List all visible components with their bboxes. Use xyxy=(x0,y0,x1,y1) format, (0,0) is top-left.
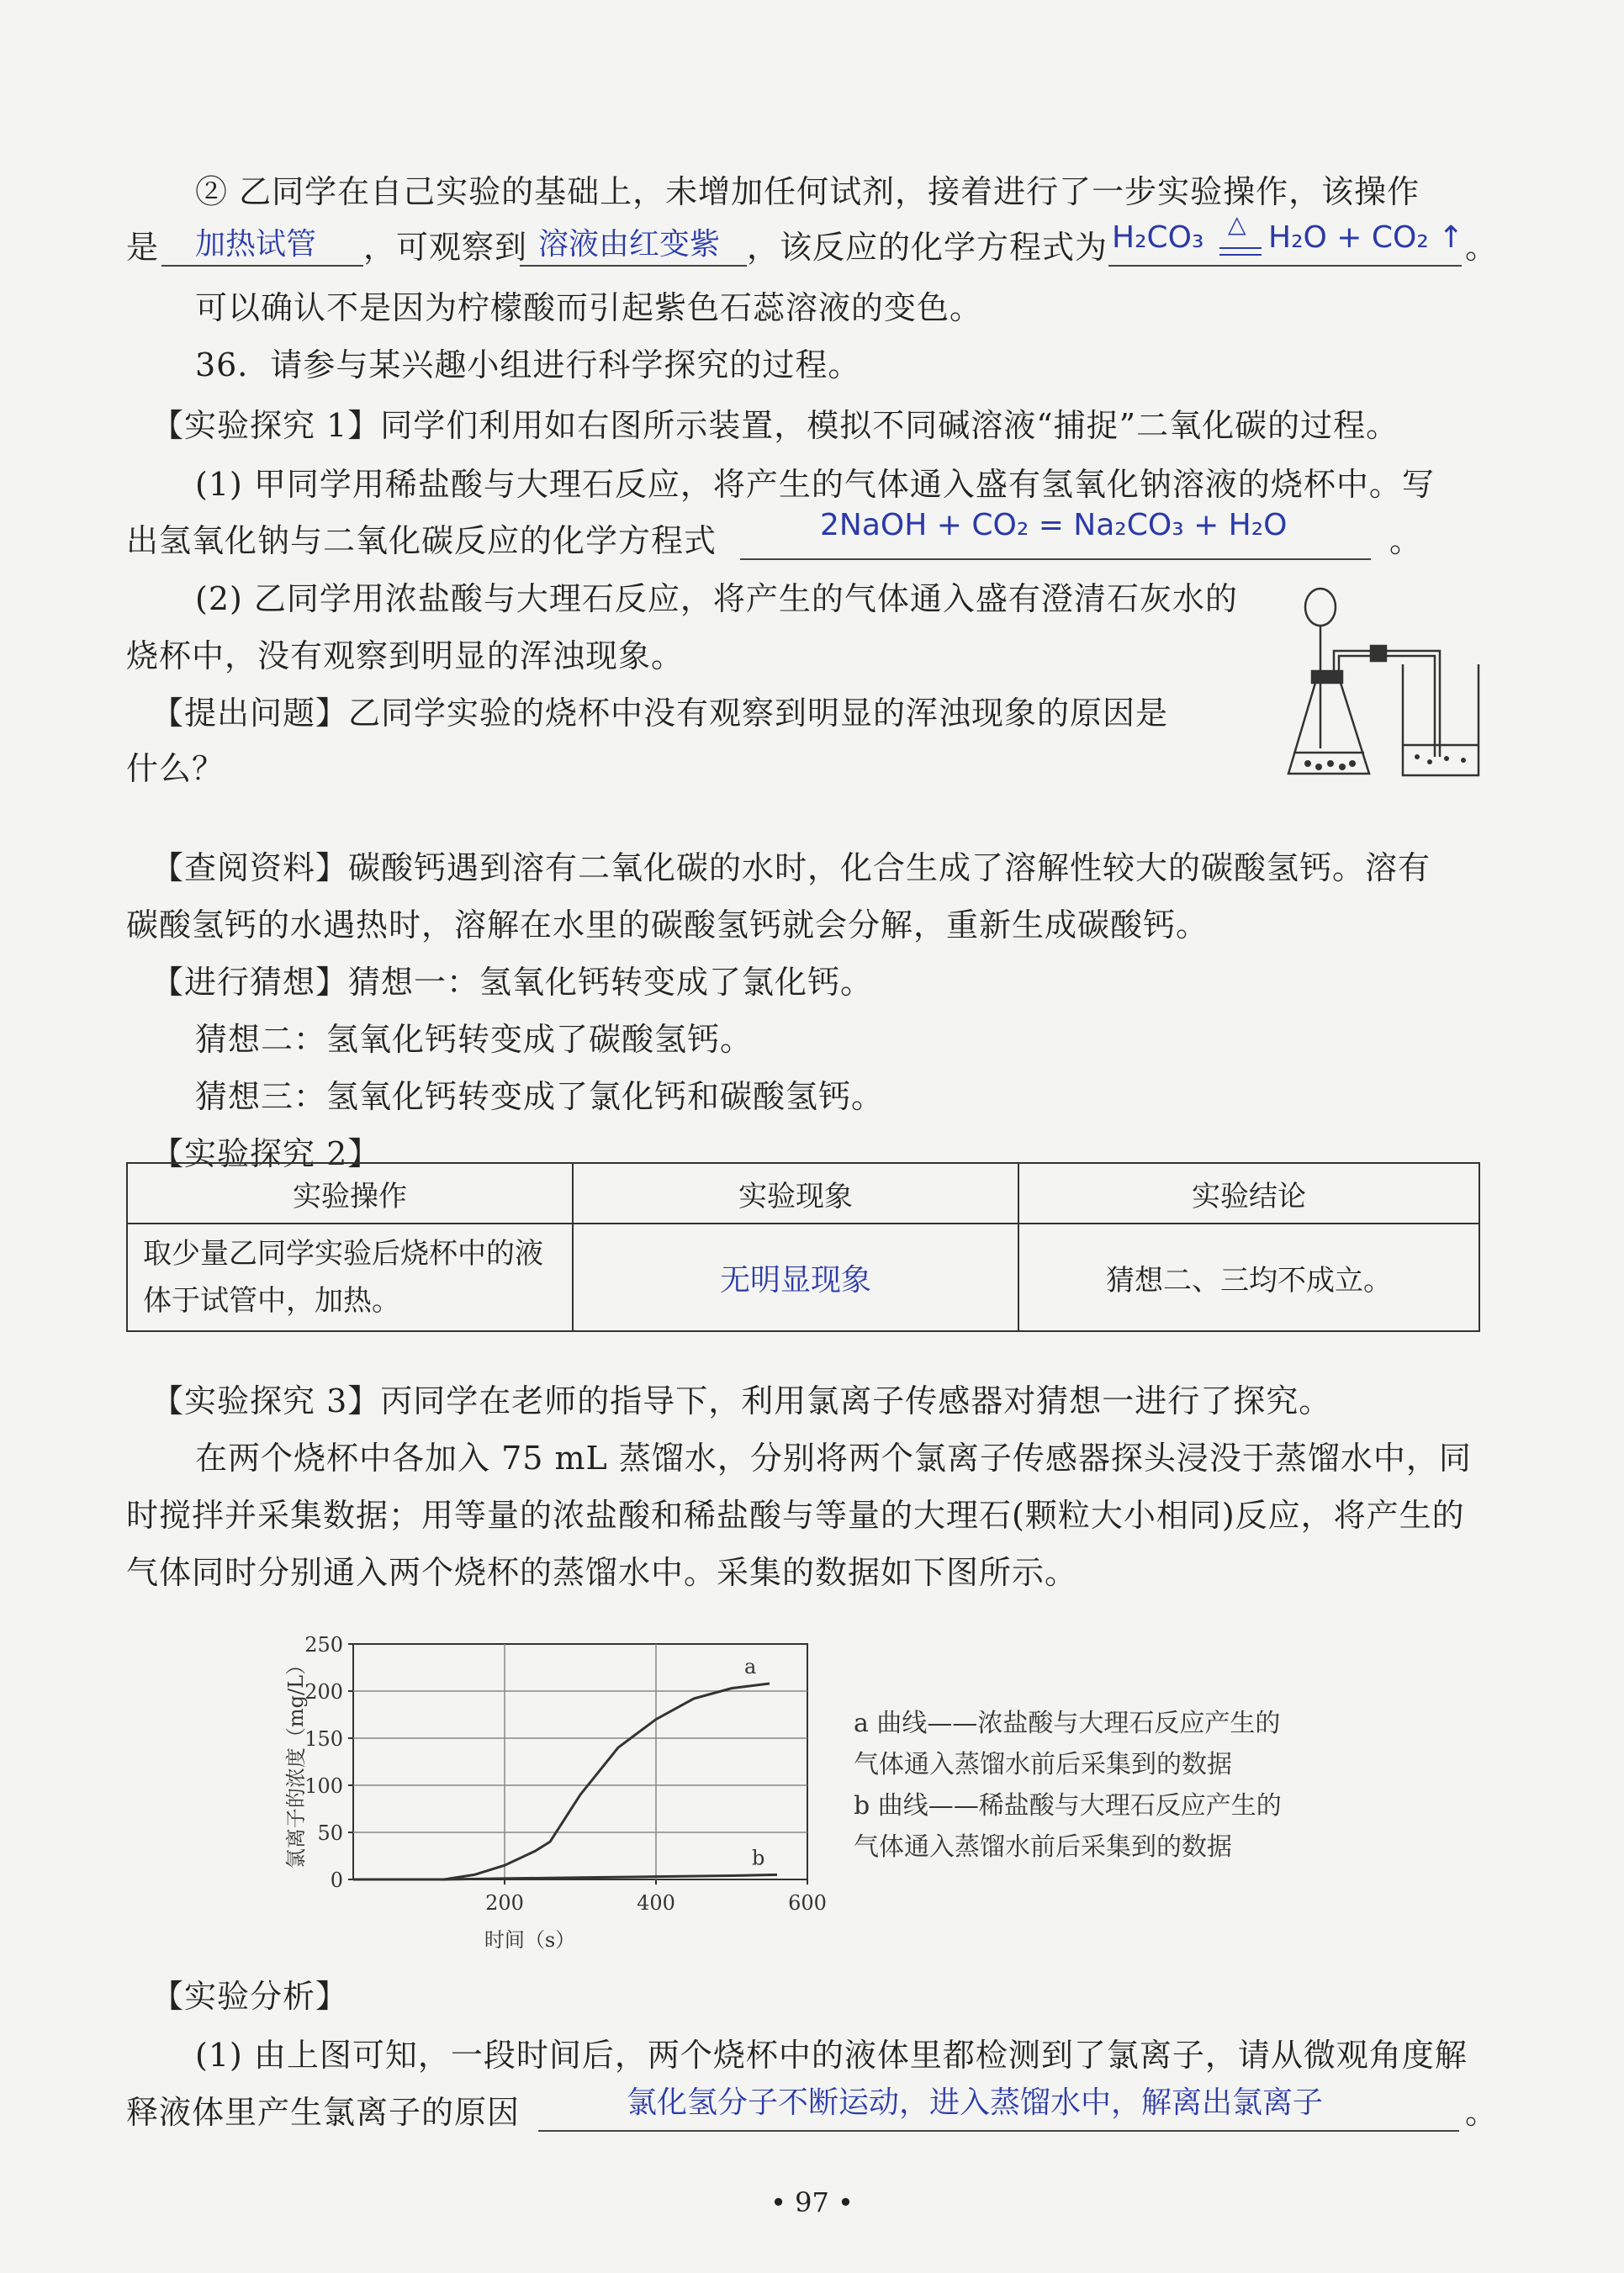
y-axis-label: 氯离子的浓度（mg/L） xyxy=(284,1654,308,1869)
answer-observe: 溶液由红变紫 xyxy=(538,227,721,262)
answer-reason: 氯化氢分子不断运动，进入蒸馏水中，解离出氯离子 xyxy=(627,2085,1324,2120)
funnel-bulb xyxy=(1305,589,1336,626)
analysis-line1: (1) 由上图可知，一段时间后，两个烧杯中的液体里都检测到了氯离子，请从微观角度解 xyxy=(195,2037,1468,2074)
tube-joint xyxy=(1371,646,1386,661)
series-label-b: b xyxy=(752,1846,765,1870)
question-line1: 【提出问题】乙同学实验的烧杯中没有观察到明显的浑浊现象的原因是 xyxy=(151,695,1169,732)
guess2: 猜想二：氢氧化钙转变成了碳酸氢钙。 xyxy=(195,1021,754,1058)
part2-line1: (2) 乙同学用浓盐酸与大理石反应，将产生的气体通入盛有澄清石灰水的 xyxy=(195,580,1238,617)
series-line-a xyxy=(353,1684,770,1879)
cell-operation xyxy=(127,1224,573,1331)
x-axis-label: 时间（s） xyxy=(484,1928,576,1952)
q35-line2-end: 。 xyxy=(1465,229,1499,266)
x-tick-label: 400 xyxy=(637,1891,675,1915)
guess3: 猜想三：氢氧化钙转变成了氯化钙和碳酸氢钙。 xyxy=(195,1078,885,1115)
answer-phenomenon: 无明显现象 xyxy=(719,1262,871,1298)
chloride-concentration-chart xyxy=(252,1627,841,1980)
delivery-tube xyxy=(1334,651,1440,757)
y-tick-label: 250 xyxy=(304,1633,343,1657)
y-tick-label: 50 xyxy=(317,1821,343,1845)
conical-flask xyxy=(1288,683,1369,774)
legend-a-line1: a 曲线——浓盐酸与大理石反应产生的 xyxy=(854,1709,1281,1738)
legend-b-line1: b 曲线——稀盐酸与大理石反应产生的 xyxy=(854,1791,1282,1821)
guess1: 【进行猜想】猜想一：氢氧化钙转变成了氯化钙。 xyxy=(151,964,874,1001)
exp3-text: 【实验探究 3】丙同学在老师的指导下，利用氯离子传感器对猜想一进行了探究。 xyxy=(151,1382,1332,1419)
q35-line2-b: ，可观察到 xyxy=(363,229,528,266)
answer-eq-right: H₂O + CO₂ ↑ xyxy=(1268,220,1464,255)
part1-line1: (1) 甲同学用稀盐酸与大理石反应，将产生的气体通入盛有氢氧化钠溶液的烧杯中。写 xyxy=(195,466,1435,503)
part1-line2: 出氢氧化钠与二氧化碳反应的化学方程式 xyxy=(126,522,717,559)
stopper xyxy=(1312,671,1342,683)
desc-line1: 在两个烧杯中各加入 75 mL 蒸馏水，分别将两个氯离子传感器探头浸没于蒸馏水中，同 xyxy=(195,1440,1472,1477)
equals-sign xyxy=(1219,247,1262,256)
question-line2: 什么？ xyxy=(126,750,225,787)
y-tick-label: 200 xyxy=(304,1680,343,1704)
answer-eq-left: H₂CO₃ xyxy=(1112,220,1204,255)
x-tick-label: 200 xyxy=(485,1891,524,1915)
q35-line2-c: ，该反应的化学方程式为 xyxy=(747,229,1108,266)
q36-title: 36．请参与某兴趣小组进行科学探究的过程。 xyxy=(195,346,861,383)
reference-line1: 【查阅资料】碳酸钙遇到溶有二氧化碳的水时，化合生成了溶解性较大的碳酸氢钙。溶有 xyxy=(151,849,1431,886)
q35-line2-a: 是 xyxy=(126,229,160,266)
desc-line2: 时搅拌并采集数据；用等量的浓盐酸和稀盐酸与等量的大理石(颗粒大小相同)反应，将产生的 xyxy=(126,1497,1465,1534)
answer-naoh-equation: 2NaOH + CO₂ = Na₂CO₃ + H₂O xyxy=(820,508,1288,542)
header-phenomenon: 实验现象 xyxy=(573,1163,1018,1224)
header-conclusion: 实验结论 xyxy=(1018,1163,1479,1224)
blank-naoh-equation[interactable] xyxy=(740,558,1371,560)
plot-frame xyxy=(353,1644,807,1879)
analysis-line2: 释液体里产生氯离子的原因 xyxy=(126,2094,521,2131)
header-operation: 实验操作 xyxy=(127,1163,573,1224)
experiment-table xyxy=(126,1162,1480,1332)
reference-line2: 碳酸氢钙的水遇热时，溶解在水里的碳酸氢钙就会分解，重新生成碳酸钙。 xyxy=(126,907,1209,944)
answer-operation: 加热试管 xyxy=(195,227,317,262)
answer-eq-condition: △ xyxy=(1228,210,1246,238)
y-tick-label: 100 xyxy=(304,1774,343,1798)
analysis-end: 。 xyxy=(1465,2094,1499,2131)
cell-conclusion: 猜想二、三均不成立。 xyxy=(1018,1224,1479,1331)
y-tick-label: 150 xyxy=(304,1727,343,1751)
legend-b-line2: 气体通入蒸馏水前后采集到的数据 xyxy=(854,1832,1232,1862)
legend-a-line2: 气体通入蒸馏水前后采集到的数据 xyxy=(854,1750,1232,1779)
part1-end: 。 xyxy=(1389,522,1423,559)
y-tick-label: 0 xyxy=(330,1869,343,1892)
series-label-a: a xyxy=(744,1655,757,1679)
page-number: • 97 • xyxy=(770,2186,854,2218)
apparatus-figure xyxy=(1278,580,1489,790)
exp1-text: 【实验探究 1】同学们利用如右图所示装置，模拟不同碱溶液“捕捉”二氧化碳的过程。 xyxy=(151,407,1399,444)
blank-observe[interactable] xyxy=(520,265,747,267)
cell-phenomenon[interactable] xyxy=(573,1224,1018,1331)
desc-line3: 气体同时分别通入两个烧杯的蒸馏水中。采集的数据如下图所示。 xyxy=(126,1554,1078,1591)
analysis-title: 【实验分析】 xyxy=(151,1978,349,2015)
q35-line1: ② 乙同学在自己实验的基础上，未增加任何试剂，接着进行了一步实验操作，该操作 xyxy=(195,173,1420,210)
q35-line3: 可以确认不是因为柠檬酸而引起紫色石蕊溶液的变色。 xyxy=(195,289,983,326)
blank-operation[interactable] xyxy=(161,265,363,267)
x-tick-label: 600 xyxy=(788,1891,827,1915)
part2-line2: 烧杯中，没有观察到明显的浑浊现象。 xyxy=(126,637,685,674)
blank-reason[interactable] xyxy=(538,2130,1459,2132)
cell-operation-line2: 体于试管中，加热。 xyxy=(143,1284,400,1318)
exp2-title: 【实验探究 2】 xyxy=(151,1135,381,1172)
cell-operation-line1: 取少量乙同学实验后烧杯中的液 xyxy=(143,1237,543,1271)
blank-equation[interactable] xyxy=(1108,265,1462,267)
